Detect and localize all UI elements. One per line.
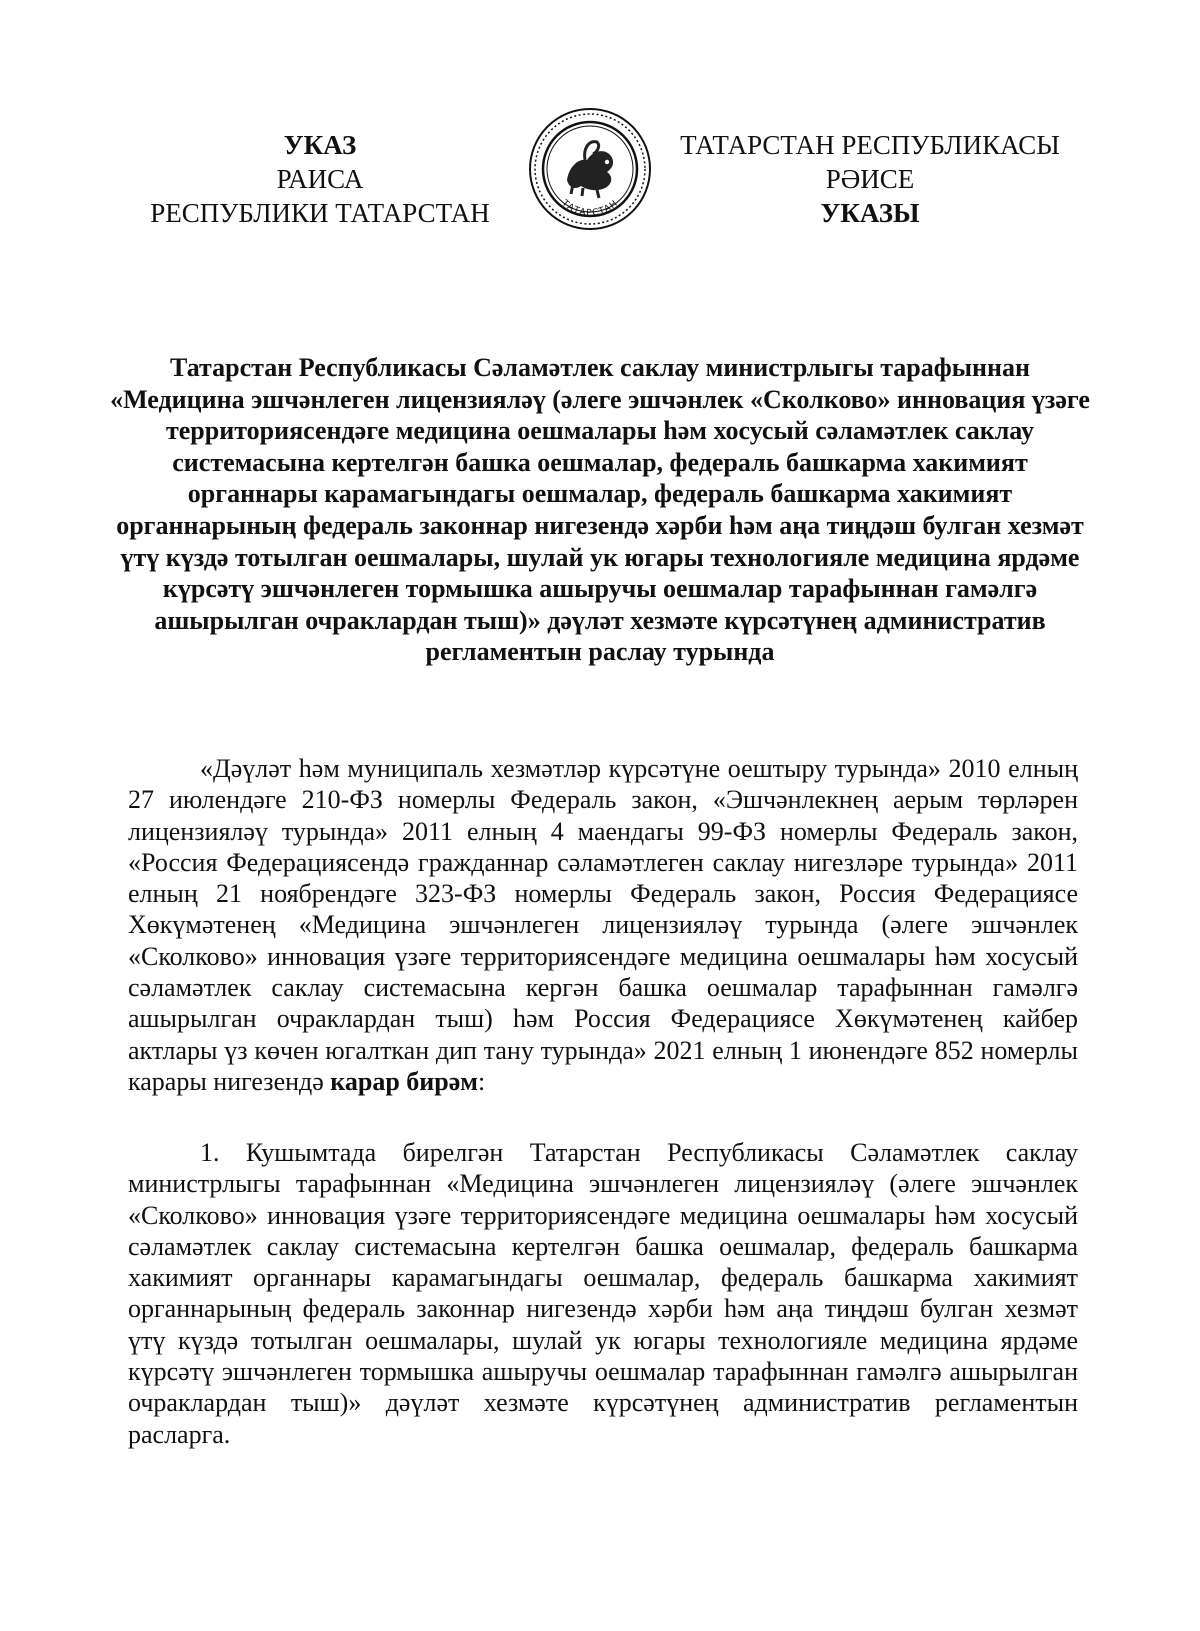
preamble-emphasis: карар бирәм [330, 1066, 478, 1096]
coat-of-arms-emblem [527, 106, 653, 232]
emblem-label: ТАТАРСТАН [559, 198, 621, 219]
header-right-line-1: ТАТАРСТАН РЕСПУБЛИКАСЫ [680, 130, 1060, 160]
header-russian [140, 128, 500, 230]
preamble-paragraph [128, 753, 1078, 1097]
preamble-text: «Дәүләт һәм муниципаль хезмәтләр күрсәтүне оештыру турында» 2010 елның 27 июлендәге 210-ФЗ номерлы Федераль закон, «Эшчәнлекнең аерым төрләрен лицензияләү турында» 2011 елның 4 маендагы 99-ФЗ номерлы Федераль закон, «Россия Федерациясендә гражданнар сәламәтлеген саклау нигезләре турында» 2011 елның 21 ноябрендәге 323-ФЗ номерлы Федераль закон, Россия Федерациясе Хөкүмәтенең «Медицина эшчәнлеген лицензияләү турында (әлеге эшчәнлек «Сколково» инновация үзәге территориясендәге медицина оешмалары һәм хосусый сәламәтлек саклау системасына кергән башка оешмалар тарафыннан гамәлгә ашырылган очраклардан тыш) һәм Россия Федерациясе Хөкүмәтенең кайбер актлары үз көчен югалткан дип тану турында» 2021 елның 1 июнендәге 852 номерлы карары нигезендә [128, 754, 1078, 1096]
decree-title: Татарстан Республикасы Сәламәтлек саклау министрлыгы тарафыннан «Медицина эшчәнлеген лицензияләү (әлеге эшчәнлек «Сколково» инновация үзәге территориясендәге медицина оешмалары һәм хосусый сәламәтлек саклау системасына кертелгән башка оешмалар, федераль башкарма хакимият органнары карамагындагы оешмалар, федераль башкарма хакимият органнарының федераль законнар нигезендә хәрби һәм аңа тиңдәш булган хезмәт үтү күздә тотылган оешмалары, шулай ук югары технологияле медицина ярдәме күрсәтү эшчәнлеген тормышка ашыручы оешмалар тарафыннан гамәлгә ашырылган очраклардан тыш)» дәүләт хезмәте күрсәтүнең административ регламентын раслау турында [110, 353, 1090, 667]
header-right-line-3: УКАЗЫ [820, 198, 920, 228]
item-1-paragraph: 1. Кушымтада бирелгән Татарстан Республикасы Сәламәтлек саклау министрлыгы тарафыннан «Медицина эшчәнлеген лицензияләү (әлеге эшчәнлек «Сколково» инновация үзәге территориясендәге медицина оешмалары һәм хосусый сәламәтлек саклау системасына кертелгән башка оешмалар, федераль башкарма хакимият органнары карамагындагы оешмалар, федераль башкарма хакимият органнарының федераль законнар нигезендә хәрби һәм аңа тиңдәш булган хезмәт үтү күздә тотылган оешмалары, шулай ук югары технологияле медицина ярдәме күрсәтү эшчәнлеген тормышка ашыручы оешмалар тарафыннан гамәлгә ашырылган очраклардан тыш)» дәүләт хезмәте күрсәтүнең административ регламентын расларга. [128, 1138, 1078, 1449]
header-right-line-2: РӘИСЕ [825, 164, 915, 194]
header-left-line-2: РАИСА [276, 164, 364, 194]
preamble-tail: : [478, 1066, 486, 1096]
header-left-line-1: УКАЗ [283, 130, 357, 160]
header-left-line-3: РЕСПУБЛИКИ ТАТАРСТАН [150, 198, 490, 228]
header-tatar [650, 128, 1090, 230]
